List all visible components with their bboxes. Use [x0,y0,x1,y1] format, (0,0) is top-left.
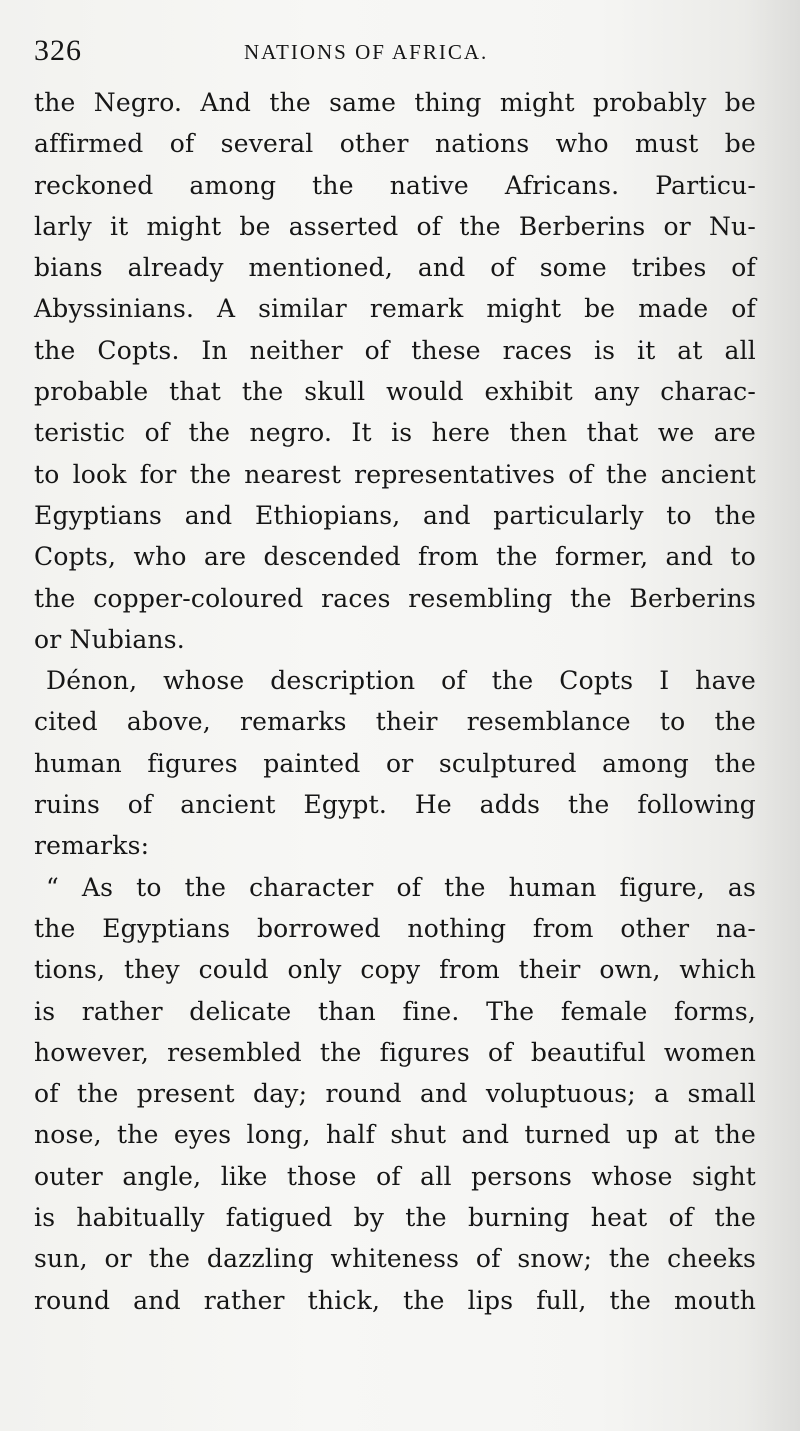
text-line: of the present day; round and voluptuous; a small [34,1079,756,1109]
text-line: or Nubians. [34,624,185,654]
text-line: the Negro. And the same thing might probably be [34,88,756,117]
text-line: outer angle, like those of all persons whose sight [34,1161,756,1191]
text-line: the Copts. In neither of these races is it at all [34,335,756,365]
text-line: larly it might be asserted of the Berberins or Nu- [34,211,756,241]
text-line: Egyptians and Ethiopians, and particularly to the [34,500,756,530]
text-line: cited above, remarks their resemblance to the [34,707,756,737]
text-line: to look for the nearest representatives of the ancient [34,459,756,489]
body-text [34,82,756,1321]
text-line: Dénon, whose description of the Copts I have [46,666,756,696]
text-line: teristic of the negro. It is here then that we are [34,418,756,448]
page-number: 326 [34,34,82,67]
text-line: “ As to the character of the human figure, as [46,872,756,902]
text-line: bians already mentioned, and of some tribes of [34,253,756,283]
text-line: reckoned among the native Africans. Particu- [34,170,756,200]
text-line: round and rather thick, the lips full, the mouth [34,1285,756,1315]
text-line: remarks: [34,831,150,861]
running-head: NATIONS OF AFRICA. [244,40,489,64]
text-line: however, resembled the figures of beautiful women [34,1037,756,1067]
page-header [34,34,754,74]
text-line: human figures painted or sculptured among the [34,748,756,778]
text-line: sun, or the dazzling whiteness of snow; the cheeks [34,1244,756,1274]
text-line: Copts, who are descended from the former, and to [34,542,756,572]
text-line: ruins of ancient Egypt. He adds the following [34,790,756,820]
text-line: the Egyptians borrowed nothing from other na- [34,913,756,943]
text-line: affirmed of several other nations who must be [34,129,756,159]
text-line: Abyssinians. A similar remark might be made of [34,294,756,324]
text-line: probable that the skull would exhibit any charac- [34,377,756,407]
text-line: is habitually fatigued by the burning heat of the [34,1203,756,1233]
text-line: is rather delicate than fine. The female forms, [34,996,756,1026]
text-line: tions, they could only copy from their own, which [34,955,756,985]
text-line: nose, the eyes long, half shut and turned up at the [34,1120,756,1150]
text-line: the copper-coloured races resembling the Berberins [34,583,756,613]
